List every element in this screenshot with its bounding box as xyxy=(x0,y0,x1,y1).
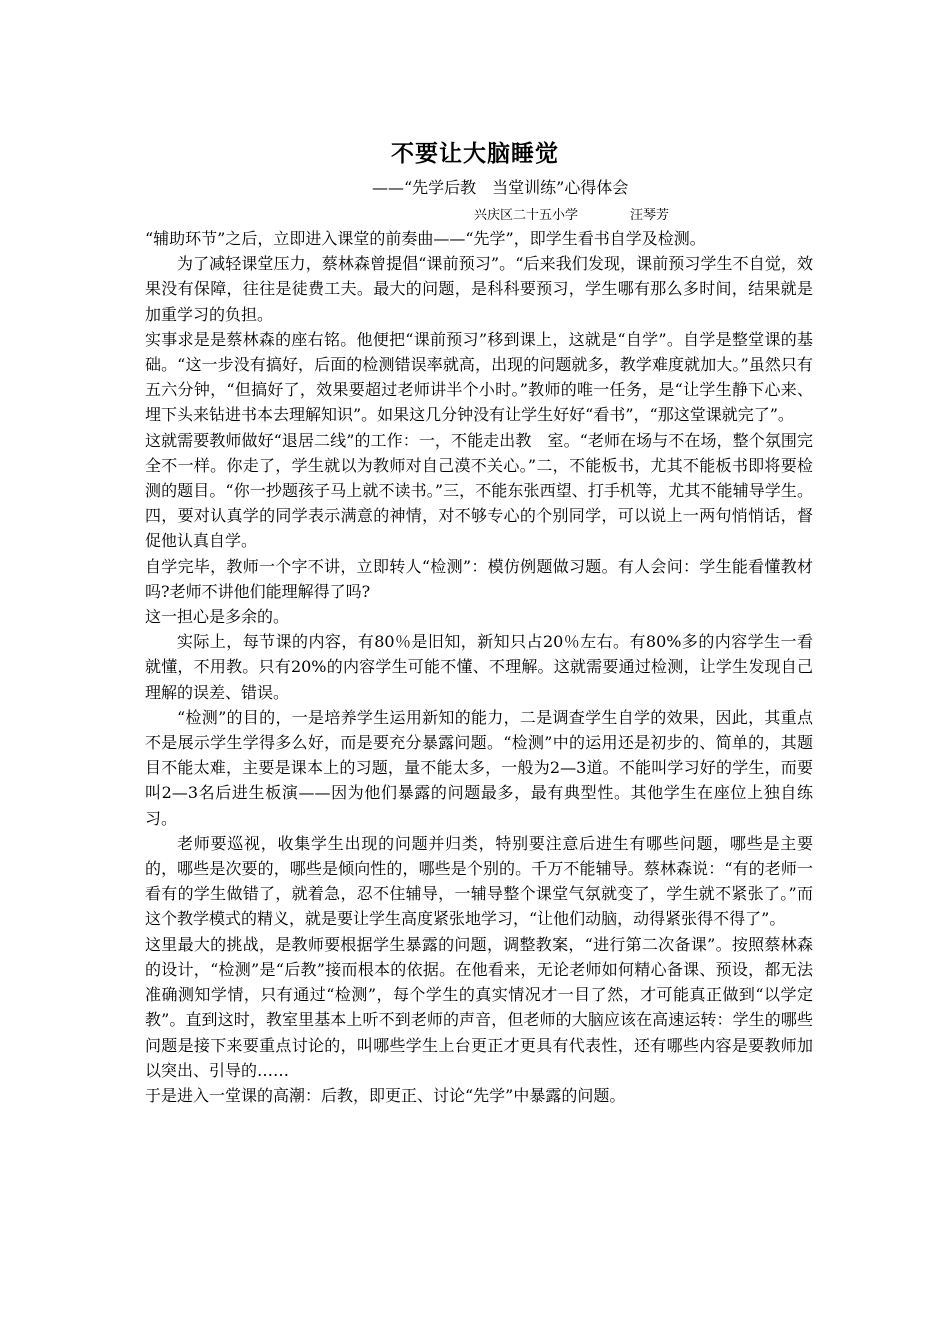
paragraph: 为了减轻课堂压力，蔡林森曾提倡“课前预习”。“后来我们发现，课前预习学生不自觉，效果没有保障，往往是徒费工夫。最大的问题，是科科要预习，学生哪有那么多时间，结果就是加重学习的负担。 xyxy=(145,254,813,324)
document-subtitle: ——“先学后教 当堂训练”心得体会 xyxy=(372,178,629,197)
author-name: 汪琴芳 xyxy=(630,208,670,223)
paragraph: 老师要巡视，收集学生出现的问题并归类，特别要注意后进生有哪些问题，哪些是主要的，哪些是次要的，哪些是倾向性的，哪些是个别的。千万不能辅导。蔡林森说：“有的老师一看有的学生做错了，就着急，忍不住辅导，一辅导整个课堂气氛就变了，学生就不紧张了。”而这个教学模式的精义，就是要让学生高度紧张地学习，“让他们动脑，动得紧张得不得了”。 xyxy=(145,833,813,929)
paragraph: 这一担心是多余的。 xyxy=(145,607,290,627)
paragraph: 自学完毕，教师一个字不讲，立即转人“检测”：模仿例题做习题。有人会问：学生能看懂教材吗?老师不讲他们能理解得了吗? xyxy=(145,556,813,601)
article-body xyxy=(145,226,813,1108)
document-title: 不要让大脑睡觉 xyxy=(391,140,559,167)
paragraph: 实事求是是蔡林森的座右铭。他便把“课前预习”移到课上，这就是“自学”。自学是整堂课的基础。“这一步没有搞好，后面的检测错误率就高，出现的问题就多，教学难度就加大。”虽然只有五六分钟，“但搞好了，效果要超过老师讲半个小时。”教师的唯一任务，是“让学生静下心来、埋下头来钻进书本去理解知识”。如果这几分钟没有让学生好好“看书”，“那这堂课就完了”。 xyxy=(145,329,813,425)
paragraph: 这里最大的挑战，是教师要根据学生暴露的问题，调整教案，“进行第二次备课”。按照蔡林森的设计，“检测”是“后教”接而根本的依据。在他看来，无论老师如何精心备课、预设，都无法准确测知学情，只有通过“检测”，每个学生的真实情况才一目了然，才可能真正做到“以学定教”。直到这时，教室里基本上听不到老师的声音，但老师的大脑应该在高速运转：学生的哪些问题是接下来要重点讨论的，叫哪些学生上台更正才更具有代表性，还有哪些内容是要教师加以突出、引导的…… xyxy=(145,934,813,1080)
paragraph: 于是进入一堂课的高潮：后教，即更正、讨论“先学”中暴露的问题。 xyxy=(145,1085,626,1105)
paragraph: 实际上，每节课的内容，有80％是旧知，新知只占20％左右。有80%多的内容学生一看就懂，不用教。只有20%的内容学生可能不懂、不理解。这就需要通过检测，让学生发现自己理解的误差、错误。 xyxy=(145,632,813,702)
paragraph: “检测”的目的，一是培养学生运用新知的能力，二是调查学生自学的效果，因此，其重点不是展示学生学得多么好，而是要充分暴露问题。“检测”中的运用还是初步的、简单的，其题目不能太难，主要是课本上的习题，量不能太多，一般为2—3道。不能叫学习好的学生，而要叫2—3名后进生板演——因为他们暴露的问题最多，最有典型性。其他学生在座位上独自练习。 xyxy=(145,707,813,828)
author-byline xyxy=(474,204,669,223)
school-name: 兴庆区二十五小学 xyxy=(474,208,579,223)
paragraph: 这就需要教师做好“退居二线”的工作：一，不能走出教 室。“老师在场与不在场，整个氛围完全不一样。你走了，学生就以为教师对自己漠不关心。”二，不能板书，尤其不能板书即将要检测的题目。“你一抄题孩子马上就不读书。”三，不能东张西望、打手机等，尤其不能辅导学生。四，要对认真学的同学表示满意的神情，对不够专心的个别同学，可以说上一两句悄悄话，督促他认真自学。 xyxy=(145,430,813,551)
paragraph: “辅助环节”之后，立即进入课堂的前奏曲——“先学”，即学生看书自学及检测。 xyxy=(145,229,706,248)
